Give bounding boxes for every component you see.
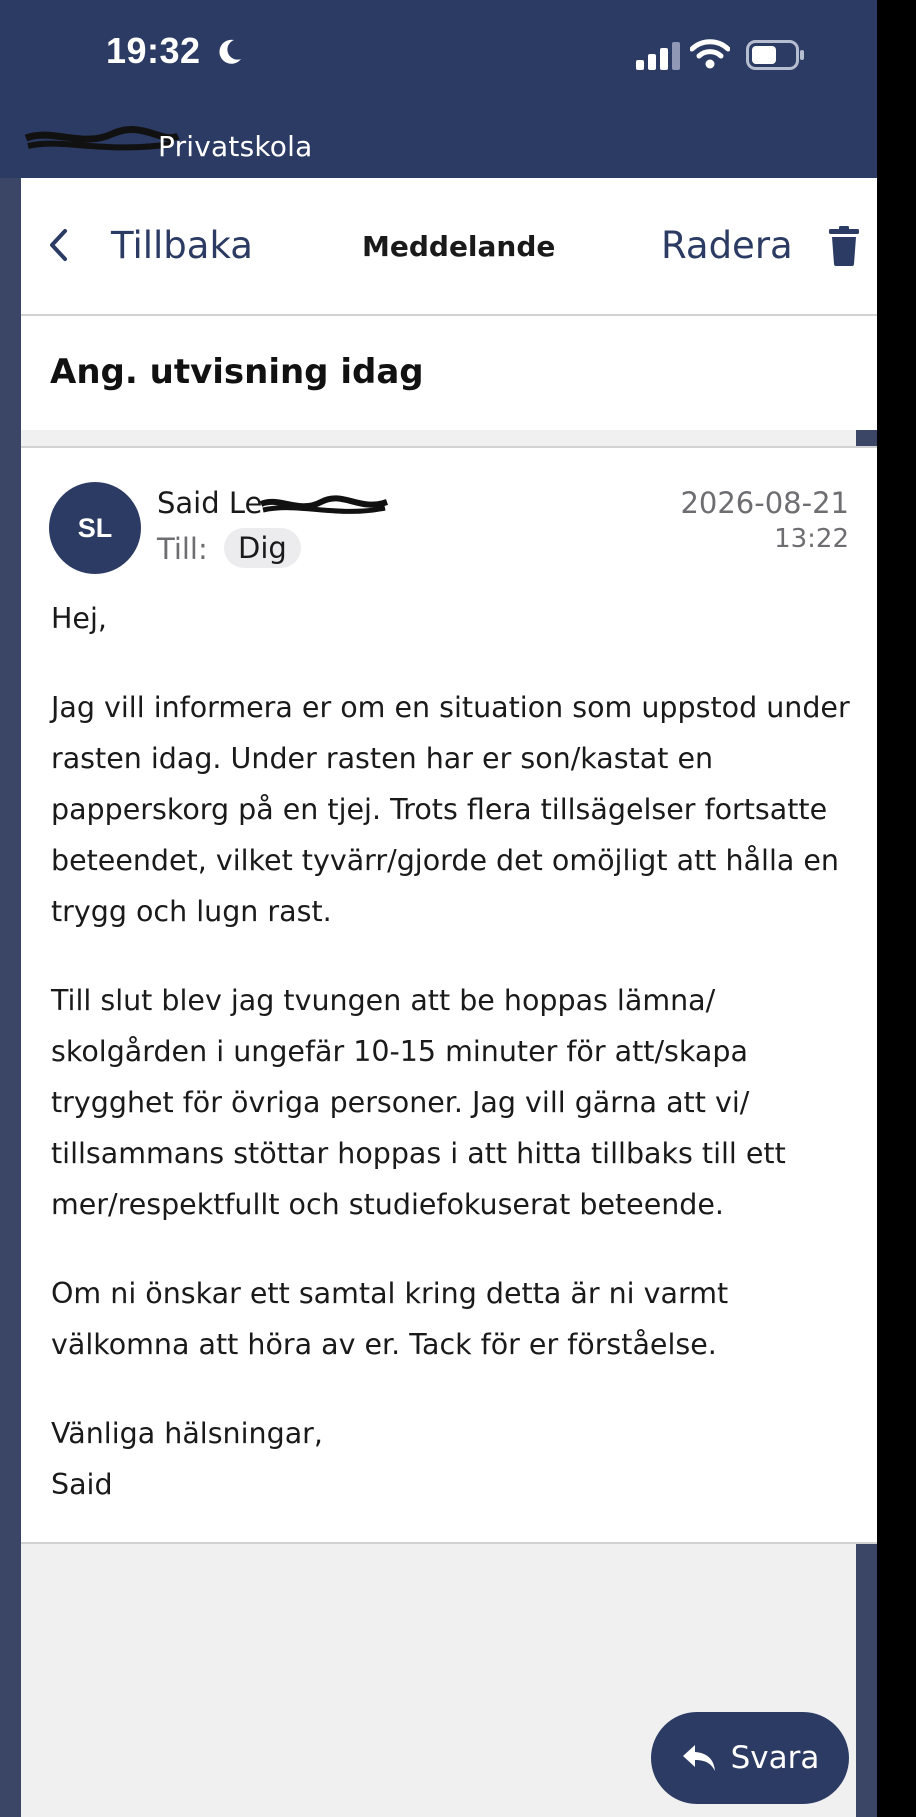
reply-arrow-icon [681,1743,717,1773]
wifi-icon [690,38,730,70]
status-time: 19:32 [106,30,201,71]
message-paragraph: Jag vill informera er om en situation som uppstod under rasten idag. Under rasten har er son/kastat en papperskorg på en tjej. Trots flera tillsägelser fortsatte beteendet, vilket tyvärr/gjorde det omöjligt att hålla en trygg och lugn rast. [51,691,850,928]
reply-label: Svara [730,1740,820,1776]
message-closing: Vänliga hälsningar, [51,1417,323,1450]
recipient-chip: Dig [224,528,301,568]
recipient-label: Till: [157,532,208,566]
delete-button[interactable]: Radera [661,224,793,267]
subject-section [21,316,877,430]
cellular-signal-icon [636,42,682,70]
battery-icon [746,40,806,70]
school-name: Privatskola [158,130,313,163]
sender-name: Said Le [157,486,263,520]
message-paragraph: Om ni önskar ett samtal kring detta är ni varmt välkomna att höra av er. Tack för er förståelse. [51,1277,729,1361]
message-time: 13:22 [774,524,849,554]
back-button[interactable]: Tillbaka [111,224,253,267]
navigation-bar [21,178,877,316]
message-paragraph: Till slut blev jag tvungen att be hoppas lämna/ skolgården i ungefär 10-15 minuter för att/skapa trygghet för övriga personer. Jag vill gärna att vi/ tillsammans stöttar hoppas i att hitta tillbaks till ett mer/respektfullt och studiefokuserat beteende. [51,984,786,1221]
page-title: Meddelande [362,230,556,263]
moon-icon [214,37,244,67]
app-header [0,0,877,178]
redaction-scribble [259,492,389,520]
trash-icon[interactable] [829,226,859,266]
message-signature: Said [51,1468,113,1501]
reply-button[interactable] [651,1712,849,1804]
chevron-left-icon[interactable] [45,226,71,264]
screen-edge-left [0,0,21,1817]
sender-avatar: SL [49,482,141,574]
message-greeting: Hej, [51,602,107,635]
message-date: 2026-08-21 [680,486,849,520]
message-body [51,593,851,1510]
message-subject: Ang. utvisning idag [50,352,424,392]
message-card [21,446,877,1544]
